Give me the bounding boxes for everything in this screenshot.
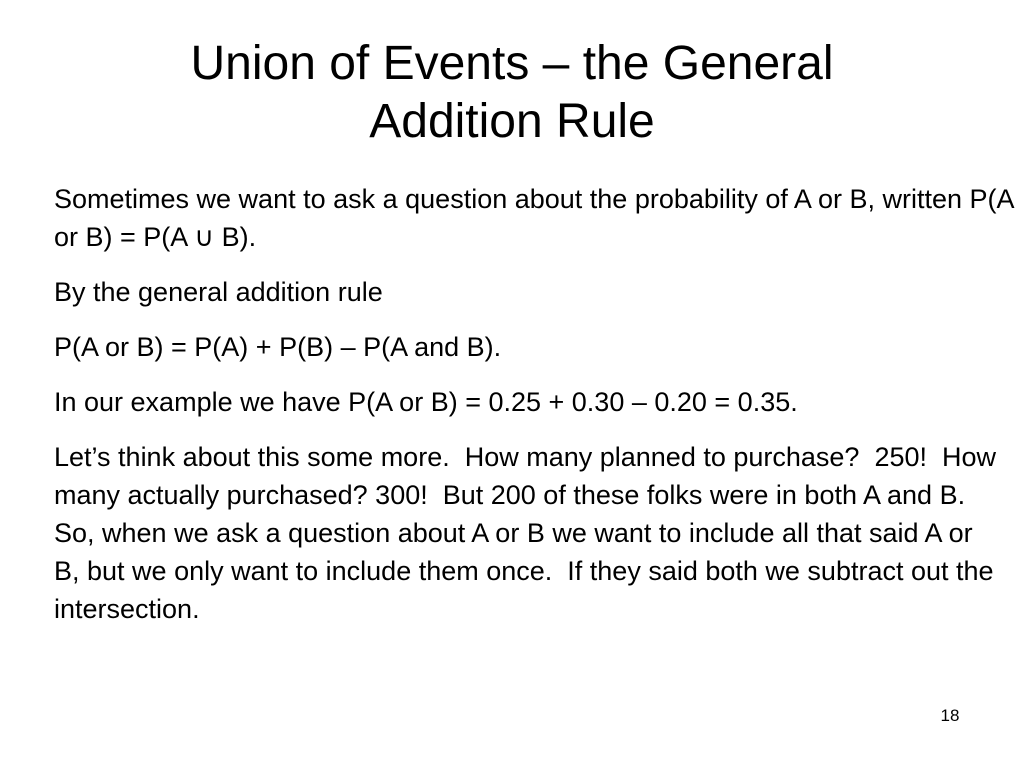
paragraph-example: In our example we have P(A or B) = 0.25 + 0.30 – 0.20 = 0.35. <box>54 387 798 417</box>
slide-title <box>0 35 1024 151</box>
paragraph-intro: Sometimes we want to ask a question about the probability of A or B, written P(A or B) = P(A ∪ B). <box>54 184 1021 252</box>
slide-number: 18 <box>940 706 960 725</box>
slide-title-line-2: Addition Rule <box>369 95 655 148</box>
paragraph-formula: P(A or B) = P(A) + P(B) – P(A and B). <box>54 332 502 362</box>
slide-body <box>54 180 1021 645</box>
slide-title-line-1: Union of Events – the General <box>190 37 834 90</box>
paragraph-rule-intro: By the general addition rule <box>54 277 383 307</box>
paragraph-discussion: Let’s think about this some more. How many planned to purchase? 250! How many actually purchased? 300! But 200 of these folks were in both A and B. So, when we ask a question about A or B we want to include all that said A or B, but we only want to include them once. If they said both we subtract out the intersection. <box>54 442 1004 624</box>
